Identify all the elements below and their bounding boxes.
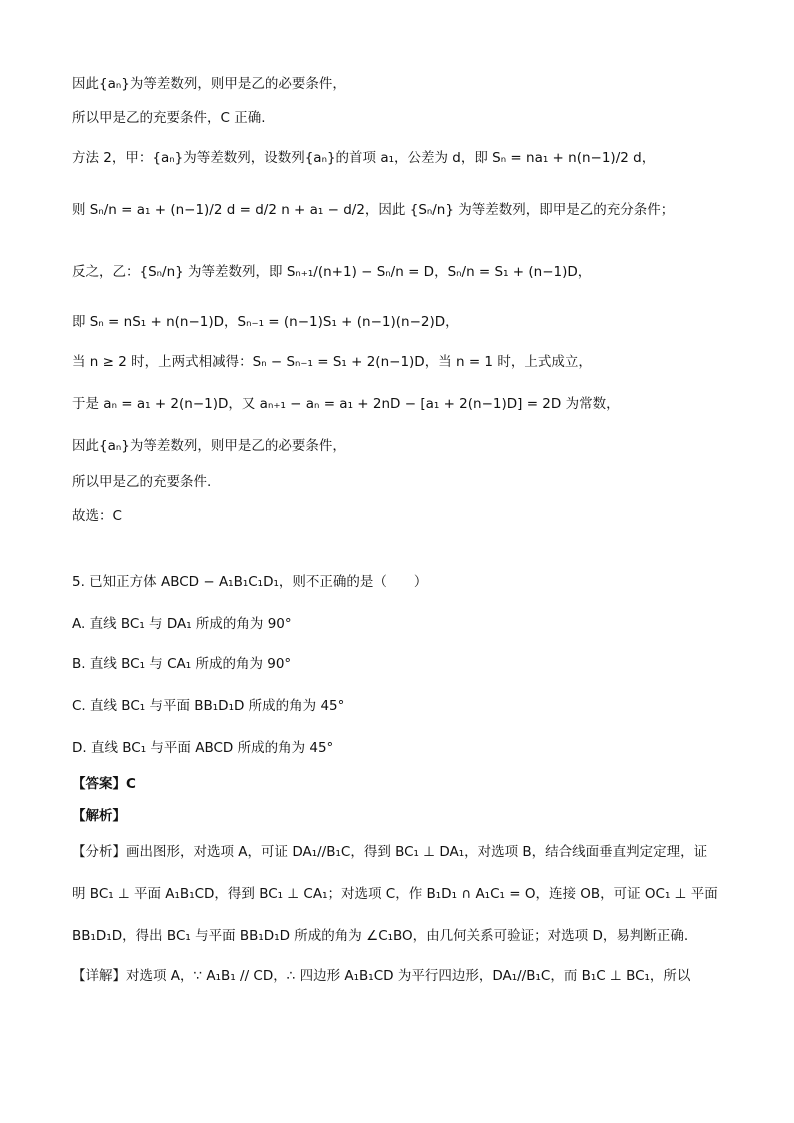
option-a: A. 直线 BC₁ 与 DA₁ 所成的角为 90° [72,616,292,632]
detail-text: 【详解】对选项 A，∵ A₁B₁ // CD，∴ 四边形 A₁B₁CD 为平行四边形，DA₁//B₁C，而 B₁C ⊥ BC₁，所以 [72,968,691,984]
option-d: D. 直线 BC₁ 与平面 ABCD 所成的角为 45° [72,740,334,756]
text-line: 即 Sₙ = nS₁ + n(n−1)D，Sₙ₋₁ = (n−1)S₁ + (n−1)(n−2)D， [72,314,459,330]
text-line: 当 n ≥ 2 时，上两式相减得：Sₙ − Sₙ₋₁ = S₁ + 2(n−1)D，当 n = 1 时，上式成立， [72,354,592,370]
option-b: B. 直线 BC₁ 与 CA₁ 所成的角为 90° [72,656,292,672]
text-line: 因此{aₙ}为等差数列，则甲是乙的必要条件， [72,76,346,92]
analysis-text: BB₁D₁D，得出 BC₁ 与平面 BB₁D₁D 所成的角为 ∠C₁BO，由几何关系可验证；对选项 D，易判断正确. [72,928,689,944]
text-line: 所以甲是乙的充要条件，C 正确. [72,110,266,126]
analysis-text: 明 BC₁ ⊥ 平面 A₁B₁CD，得到 BC₁ ⊥ CA₁；对选项 C，作 B₁D₁ ∩ A₁C₁ = O，连接 OB，可证 OC₁ ⊥ 平面 [72,886,718,902]
answer-label: 【答案】C [72,776,136,792]
option-c: C. 直线 BC₁ 与平面 BB₁D₁D 所成的角为 45° [72,698,345,714]
text-line: 所以甲是乙的充要条件. [72,474,212,490]
text-line: 故选：C [72,508,122,524]
analysis-label: 【解析】 [72,808,126,824]
text-line: 因此{aₙ}为等差数列，则甲是乙的必要条件， [72,438,346,454]
text-line: 反之，乙：{Sₙ/n} 为等差数列，即 Sₙ₊₁/(n+1) − Sₙ/n = D，Sₙ/n = S₁ + (n−1)D， [72,264,592,280]
text-line: 方法 2，甲：{aₙ}为等差数列，设数列{aₙ}的首项 a₁，公差为 d，即 Sₙ = na₁ + n(n−1)/2 d， [72,150,656,166]
text-line: 则 Sₙ/n = a₁ + (n−1)/2 d = d/2 n + a₁ − d/2，因此 {Sₙ/n} 为等差数列，即甲是乙的充分条件； [72,202,675,218]
text-line: 于是 aₙ = a₁ + 2(n−1)D，又 aₙ₊₁ − aₙ = a₁ + 2nD − [a₁ + 2(n−1)D] = 2D 为常数， [72,396,620,412]
question-title: 5. 已知正方体 ABCD − A₁B₁C₁D₁，则不正确的是（ ） [72,574,428,590]
analysis-text: 【分析】画出图形，对选项 A，可证 DA₁//B₁C，得到 BC₁ ⊥ DA₁，对选项 B，结合线面垂直判定定理，证 [72,844,708,860]
